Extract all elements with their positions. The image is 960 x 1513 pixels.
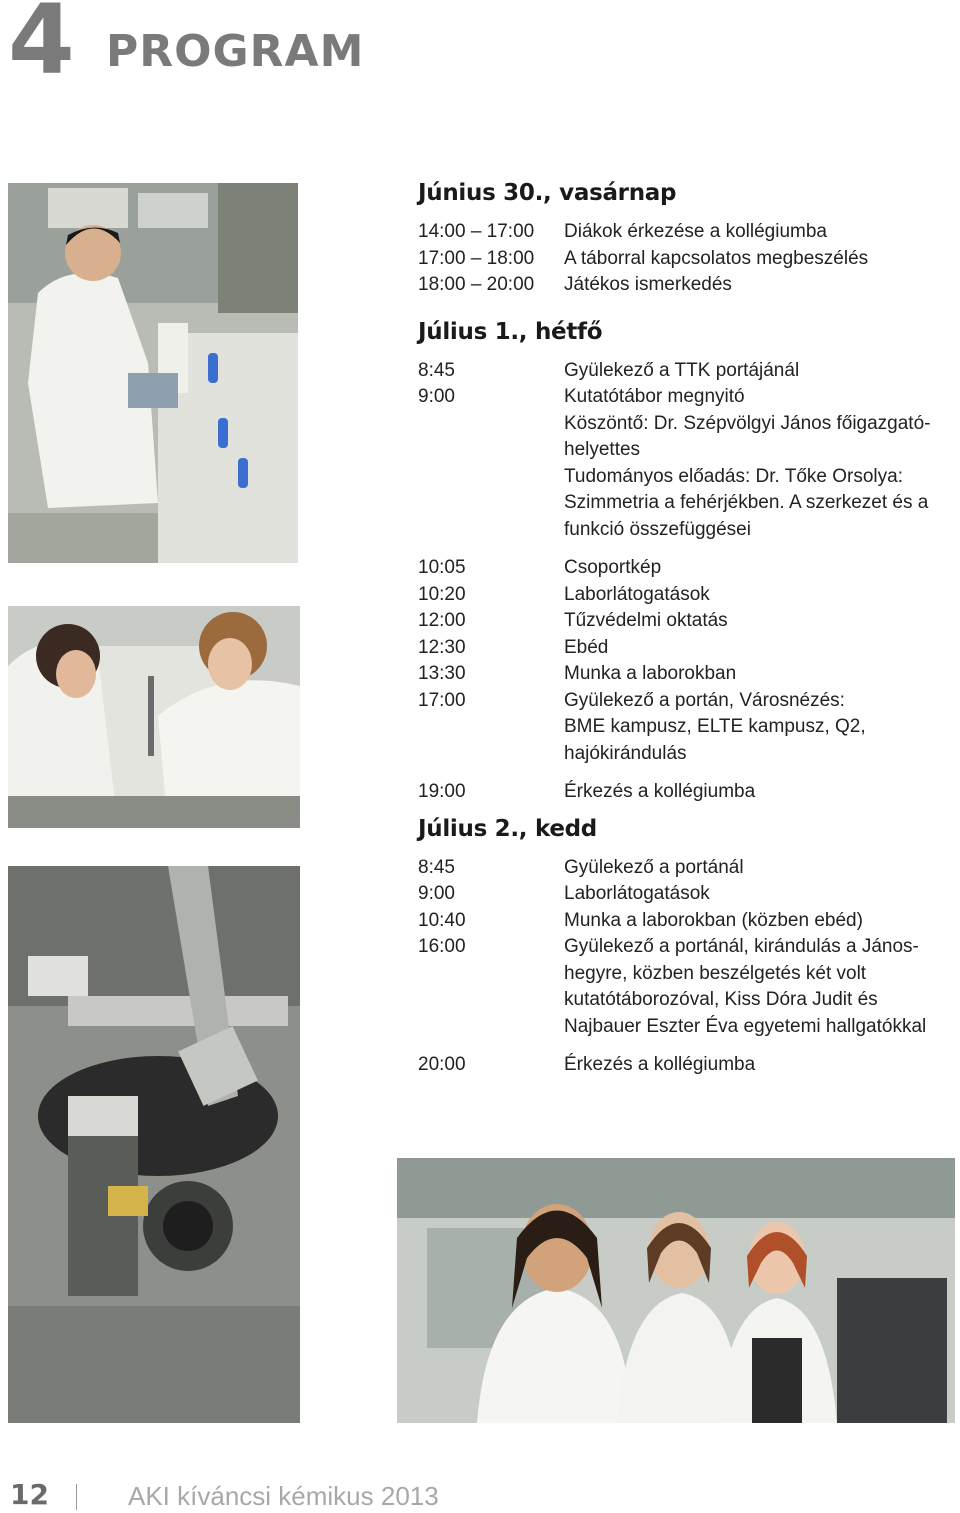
- schedule-description: Tűzvédelmi oktatás: [564, 610, 728, 631]
- footer-divider: [76, 1484, 77, 1510]
- schedule-time: 12:00: [418, 610, 466, 631]
- schedule-time: 10:20: [418, 583, 466, 605]
- schedule-time: [418, 1014, 564, 1041]
- day-heading-june-30: Június 30., vasárnap: [418, 180, 677, 206]
- schedule-time: 8:45: [418, 359, 455, 381]
- schedule-row: [418, 688, 958, 715]
- chapter-title: PROGRAM: [106, 26, 365, 77]
- schedule-description: Szimmetria a fehérjékben. A szerkezet és a: [564, 492, 929, 513]
- schedule-time: [418, 714, 564, 741]
- day-rows-july-2: [418, 855, 958, 1079]
- schedule-time: 9:00: [418, 386, 455, 407]
- schedule-row: [418, 490, 958, 517]
- row-gap: [418, 543, 958, 555]
- schedule-time: 9:00: [418, 883, 455, 904]
- schedule-row: [418, 358, 958, 385]
- page-number: 12: [10, 1478, 49, 1511]
- photo-lab-pipetting: [8, 183, 298, 563]
- publication-title: AKI kíváncsi kémikus 2013: [128, 1481, 439, 1511]
- schedule-time: 19:00: [418, 781, 466, 802]
- schedule-time: 18:00 – 20:00: [418, 274, 535, 295]
- schedule-description: Csoportkép: [564, 557, 662, 578]
- schedule-row: [418, 555, 958, 582]
- schedule-description: Laborlátogatások: [564, 583, 710, 605]
- schedule-time: [418, 961, 564, 988]
- schedule-row: [418, 987, 958, 1014]
- schedule-time: 17:00 – 18:00: [418, 247, 535, 269]
- schedule-description: Najbauer Eszter Éva egyetemi hallgatókkal: [564, 1015, 927, 1037]
- schedule-time: 20:00: [418, 1054, 466, 1075]
- schedule-description: Érkezés a kollégiumba: [564, 781, 756, 802]
- schedule-row: [418, 635, 958, 662]
- schedule-description: Gyülekező a TTK portájánál: [564, 359, 800, 381]
- schedule-row: [418, 517, 958, 544]
- schedule-description: Gyülekező a portán, Városnézés:: [564, 689, 845, 711]
- schedule-description: hajókirándulás: [564, 742, 687, 764]
- schedule-description: Tudományos előadás: Dr. Tőke Orsolya:: [564, 465, 903, 487]
- schedule-row: [418, 437, 958, 464]
- schedule-time: [418, 411, 564, 438]
- lab-pipetting-image: [8, 183, 298, 563]
- schedule-row: [418, 1014, 958, 1041]
- program-schedule: [418, 178, 958, 1079]
- day-heading-july-2: Július 2., kedd: [418, 815, 597, 842]
- schedule-description: Köszöntő: Dr. Szépvölgyi János főigazgató-: [564, 412, 931, 434]
- photo-diffractometer: [8, 866, 300, 1423]
- schedule-time: 13:30: [418, 663, 466, 684]
- row-gap: [418, 767, 958, 779]
- schedule-description: Laborlátogatások: [564, 883, 710, 904]
- schedule-time: [418, 490, 564, 517]
- schedule-description: Munka a laborokban: [564, 663, 737, 684]
- schedule-row: [418, 779, 958, 806]
- schedule-time: [418, 437, 564, 464]
- day-rows-july-1: [418, 358, 958, 806]
- schedule-row: [418, 384, 958, 411]
- schedule-description: kutatótáborozóval, Kiss Dóra Judit és: [564, 989, 878, 1010]
- schedule-time: [418, 517, 564, 544]
- schedule-row: [418, 934, 958, 961]
- diffractometer-image: [8, 866, 300, 1423]
- schedule-row: [418, 961, 958, 988]
- schedule-description: Gyülekező a portánál, kirándulás a János-: [564, 936, 919, 957]
- lab-students-image: [8, 606, 300, 828]
- schedule-description: helyettes: [564, 439, 641, 460]
- group-image: [397, 1158, 955, 1423]
- schedule-description: funkció összefüggései: [564, 518, 751, 540]
- schedule-row: [418, 714, 958, 741]
- row-gap: [418, 1040, 958, 1052]
- schedule-row: [418, 741, 958, 768]
- schedule-description: hegyre, közben beszélgetés két volt: [564, 962, 867, 984]
- chapter-number: 4: [8, 0, 75, 96]
- schedule-row: [418, 219, 958, 246]
- schedule-time: 17:00: [418, 689, 466, 711]
- schedule-row: [418, 855, 958, 882]
- schedule-description: Munka a laborokban (közben ebéd): [564, 909, 863, 931]
- schedule-time: 16:00: [418, 936, 466, 957]
- day-heading-july-1: Július 1., hétfő: [418, 318, 603, 345]
- schedule-time: 10:05: [418, 557, 466, 578]
- schedule-description: Érkezés a kollégiumba: [564, 1054, 756, 1075]
- schedule-row: [418, 582, 958, 609]
- schedule-description: Diákok érkezése a kollégiumba: [564, 221, 827, 242]
- schedule-row: [418, 608, 958, 635]
- schedule-row: [418, 272, 958, 299]
- day-rows-june-30: [418, 219, 958, 299]
- schedule-description: Ebéd: [564, 636, 609, 658]
- schedule-description: A táborral kapcsolatos megbeszélés: [564, 247, 869, 269]
- schedule-time: [418, 987, 564, 1014]
- schedule-time: [418, 741, 564, 768]
- schedule-description: Gyülekező a portánál: [564, 856, 744, 878]
- schedule-row: [418, 881, 958, 908]
- schedule-time: 10:40: [418, 909, 466, 931]
- schedule-time: 8:45: [418, 856, 455, 878]
- schedule-row: [418, 464, 958, 491]
- schedule-time: 12:30: [418, 636, 466, 658]
- schedule-row: [418, 246, 958, 273]
- schedule-row: [418, 1052, 958, 1079]
- schedule-description: Játékos ismerkedés: [564, 274, 732, 295]
- schedule-time: 14:00 – 17:00: [418, 221, 535, 242]
- photo-lab-students: [8, 606, 300, 828]
- schedule-row: [418, 411, 958, 438]
- schedule-description: BME kampusz, ELTE kampusz, Q2,: [564, 716, 866, 737]
- schedule-row: [418, 908, 958, 935]
- schedule-time: [418, 464, 564, 491]
- photo-group: [397, 1158, 955, 1423]
- schedule-description: Kutatótábor megnyitó: [564, 386, 745, 407]
- schedule-row: [418, 661, 958, 688]
